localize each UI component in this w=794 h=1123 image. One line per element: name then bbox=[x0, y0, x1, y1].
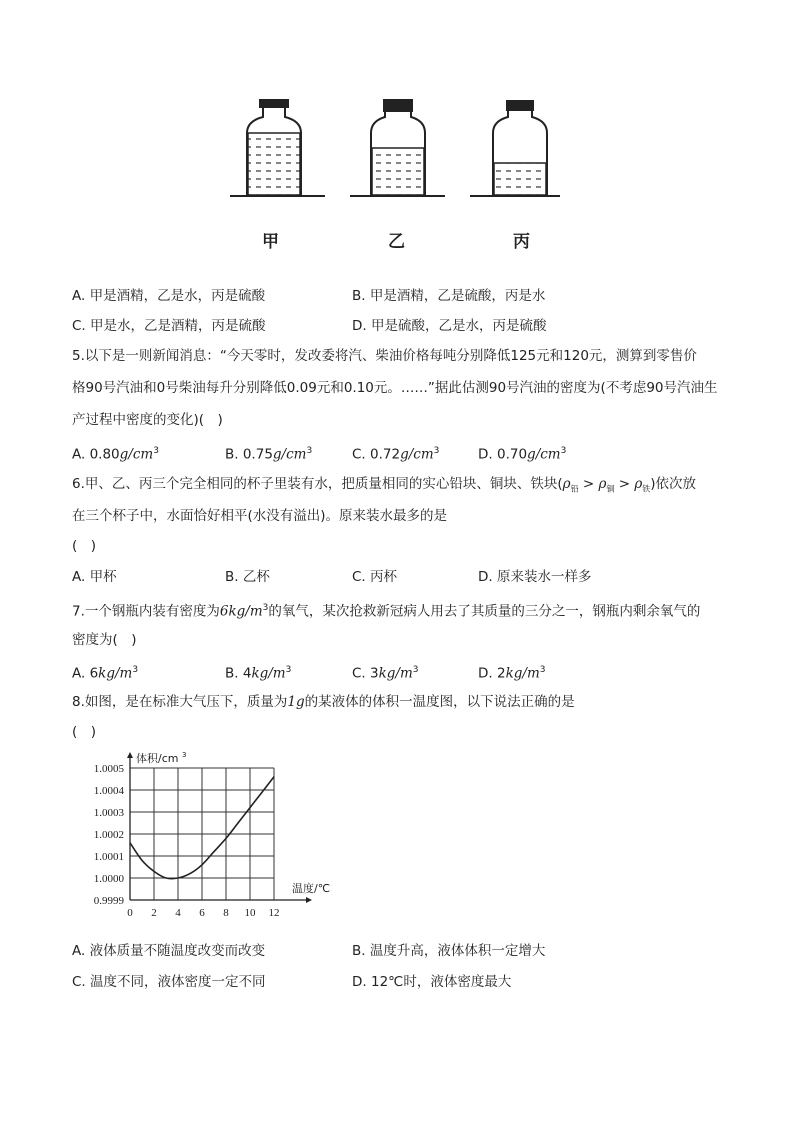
bottle-label-jia: 甲 bbox=[262, 232, 279, 252]
bottle-label-bing: 丙 bbox=[513, 232, 530, 252]
q6-stem-line2: 在三个杯子中，水面恰好相平(水没有溢出)。原来装水最多的是 bbox=[72, 508, 448, 524]
data-point bbox=[261, 792, 262, 793]
x-tick-label: 6 bbox=[199, 907, 205, 919]
volume-temperature-chart bbox=[66, 752, 366, 936]
x-axis-arrow bbox=[306, 897, 312, 903]
q7-option-a: A. $6kg/m^3$ bbox=[72, 665, 139, 682]
q7-stem-line2: 密度为( ) bbox=[72, 632, 137, 648]
y-tick-label: 1.0001 bbox=[93, 851, 124, 863]
x-tick-label: 12 bbox=[268, 907, 280, 919]
q5-option-d: D. $0.70g/cm^3$ bbox=[478, 446, 567, 463]
q8-option-d: D. 12℃时，液体密度最大 bbox=[352, 974, 512, 990]
q7-option-d: D. $2kg/m^3$ bbox=[478, 665, 546, 682]
bottle-label-yi: 乙 bbox=[388, 232, 405, 252]
data-point bbox=[249, 807, 250, 808]
q7-option-c: C. $3kg/m^3$ bbox=[352, 665, 419, 682]
y-tick-label: 0.9999 bbox=[93, 895, 124, 907]
q6-stem-line3: ( ) bbox=[72, 538, 97, 554]
x-tick-label: 10 bbox=[244, 907, 256, 919]
q8-option-a: A. 液体质量不随温度改变而改变 bbox=[72, 943, 266, 959]
q8-stem-line1: 8.如图，是在标准大气压下，质量为1g的某液体的体积一温度图，以下说法正确的是 bbox=[72, 694, 575, 710]
y-tick-label: 1.0004 bbox=[93, 785, 124, 797]
data-point bbox=[141, 860, 142, 861]
q5-stem-line1: 5.以下是一则新闻消息：“今天零时，发改委将汽、柴油价格每吨分别降低125元和120元，测算到零售价 bbox=[72, 348, 697, 364]
y-tick-label: 1.0005 bbox=[93, 763, 124, 775]
q6-stem-line1: 6.甲、乙、丙三个完全相同的杯子里装有水，把质量相同的实心铅块、铜块、铁块$(\rho_铅 > \rho_铜 > \rho_铁)$依次放 bbox=[72, 476, 697, 494]
q6-option-c: C. 丙杯 bbox=[352, 569, 398, 585]
q5-option-c: C. $0.72g/cm^3$ bbox=[352, 446, 440, 463]
q4-option-b: B. 甲是酒精，乙是硫酸，丙是水 bbox=[352, 288, 546, 304]
q5-stem-line2: 格90号汽油和0号柴油每升分别降低0.09元和0.10元。……”据此估测90号汽油的密度为(不考虑90号汽油生 bbox=[72, 380, 718, 396]
bottle-jia bbox=[247, 99, 301, 196]
data-point bbox=[201, 864, 202, 865]
y-tick-label: 1.0003 bbox=[93, 807, 124, 819]
q5-option-a: A. $0.80g/cm^3$ bbox=[72, 446, 159, 463]
q8-option-c: C. 温度不同，液体密度一定不同 bbox=[72, 974, 266, 990]
y-axis-label-exponent: 3 bbox=[182, 752, 187, 759]
chart-svg bbox=[66, 752, 366, 932]
y-axis-label: 体积/cm bbox=[136, 752, 179, 765]
y-tick-label: 1.0002 bbox=[93, 829, 124, 841]
y-axis-arrow bbox=[127, 752, 133, 758]
data-point bbox=[153, 871, 154, 872]
q6-option-a: A. 甲杯 bbox=[72, 569, 117, 585]
x-tick-label: 8 bbox=[223, 907, 229, 919]
q4-option-a: A. 甲是酒精，乙是水，丙是硫酸 bbox=[72, 288, 266, 304]
q6-option-d: D. 原来装水一样多 bbox=[478, 569, 592, 585]
data-point bbox=[165, 877, 166, 878]
q5-stem-line3: 产过程中密度的变化)( ) bbox=[72, 412, 223, 428]
data-point bbox=[129, 842, 130, 843]
q7-stem-line1: 7.一个钢瓶内装有密度为$6kg/m^3$的氧气，某次抢救新冠病人用去了其质量的三分之一，钢瓶内剩余氧气的 bbox=[72, 603, 701, 620]
data-point bbox=[273, 776, 274, 777]
x-tick-label: 0 bbox=[127, 907, 133, 919]
data-point bbox=[225, 838, 226, 839]
data-point bbox=[177, 877, 178, 878]
data-point bbox=[189, 873, 190, 874]
data-point bbox=[213, 851, 214, 852]
bottle-yi bbox=[371, 99, 425, 196]
q4-option-c: C. 甲是水，乙是酒精，丙是硫酸 bbox=[72, 318, 266, 334]
q7-option-b: B. $4kg/m^3$ bbox=[225, 665, 292, 682]
q8-option-b: B. 温度升高，液体体积一定增大 bbox=[352, 943, 546, 959]
x-tick-label: 2 bbox=[151, 907, 157, 919]
y-tick-label: 1.0000 bbox=[93, 873, 124, 885]
bottle-bing bbox=[493, 100, 547, 196]
x-tick-label: 4 bbox=[175, 907, 181, 919]
q5-option-b: B. $0.75g/cm^3$ bbox=[225, 446, 313, 463]
q6-option-b: B. 乙杯 bbox=[225, 569, 270, 585]
x-axis-label: 温度/℃ bbox=[292, 882, 331, 895]
q8-stem-line2: ( ) bbox=[72, 724, 97, 740]
q4-option-d: D. 甲是硫酸，乙是水，丙是硫酸 bbox=[352, 318, 547, 334]
data-point bbox=[237, 822, 238, 823]
